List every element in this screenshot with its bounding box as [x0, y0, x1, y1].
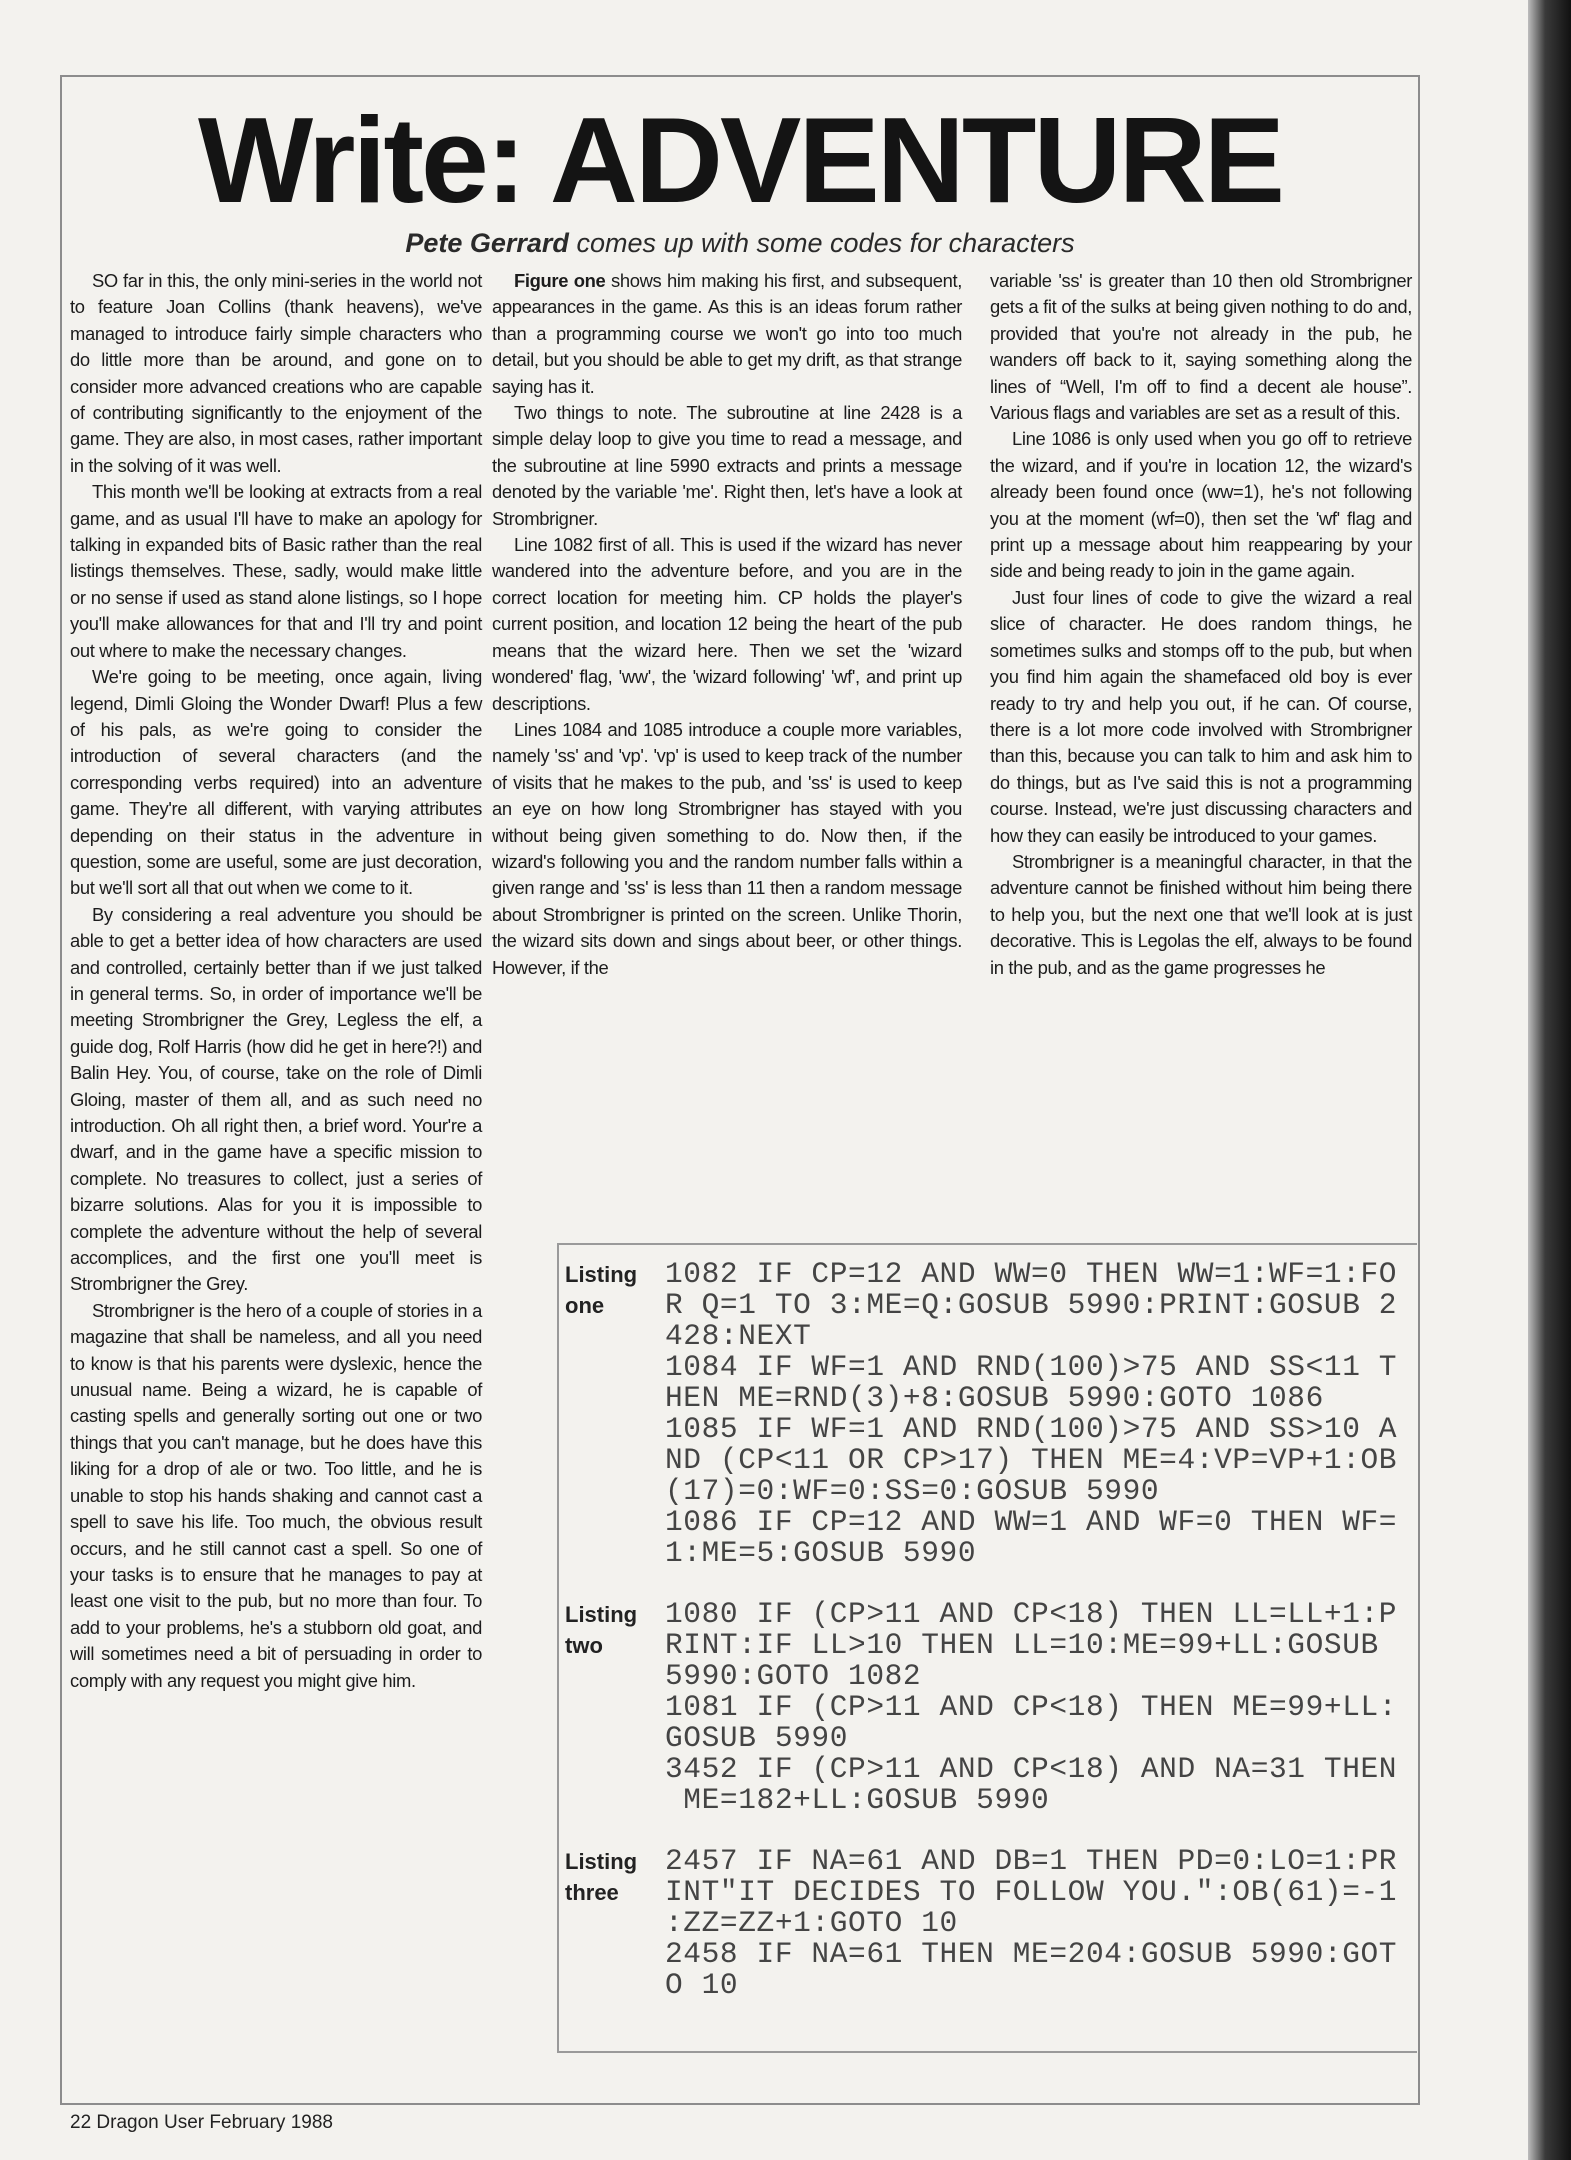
- page-edge: [1528, 0, 1571, 2160]
- column-3: [990, 268, 1412, 981]
- listing-label: Listing two: [565, 1602, 638, 1658]
- paragraph: Just four lines of code to give the wizard a real slice of character. He does random things, he sometimes sulks and stomps off to the pub, but when you find him again the shamefaced old boy is ever ready to try and help you out, if he can. Of course, there is a lot more code involved with Strombrigner than this, because you can talk to him and ask him to do things, but as I've said this is not a programming course. Instead, we're just discussing characters and how they can easily be introduced to your games.: [990, 586, 1412, 846]
- column-1: [70, 268, 482, 1694]
- listing-label: Listing three: [565, 1849, 638, 1905]
- listings-box: [557, 1243, 1417, 2053]
- listing-one: [565, 1259, 1417, 1569]
- paragraph: This month we'll be looking at extracts from a real game, and as usual I'll have to make an apology for talking in expanded bits of Basic rather than the real listings themselves. These, sadly, would make little or no sense if used as stand alone listings, so I hope you'll make allowances for that and I'll try and point out where to make the necessary changes.: [70, 481, 482, 661]
- listing-three: [565, 1846, 1417, 2001]
- article-subtitle: [60, 228, 1420, 259]
- paragraph: Strombrigner is a meaningful character, in that the adventure cannot be finished without him being there to help you, but the next one that we'll look at is just decorative. This is Legolas the elf, always to be found in the pub, and as the game progresses he: [990, 850, 1412, 978]
- listing-code: 1080 IF (CP>11 AND CP<18) THEN LL=LL+1:P RINT:IF LL>10 THEN LL=10:ME=99+LL:GOSUB 5990:GOTO 1082 1081 IF (CP>11 AND CP<18) THEN ME=99+LL: GOSUB 5990 3452 IF (CP>11 AND CP<18) AND NA=31 THEN ME=182+LL:GOSUB 5990: [665, 1597, 1398, 1817]
- listing-two: [565, 1599, 1417, 1816]
- paragraph: By considering a real adventure you should be able to get a better idea of how characters are used and controlled, certainly better than if we just talked in general terms. So, in order of importance we'll be meeting Strombrigner the Grey, Legless the elf, a guide dog, Rolf Harris (how did he get in here?!) and Balin Hey. You, of course, take on the role of Dimli Gloing, master of them all, and as such need no introduction. Oh all right then, a brief word. Your're a dwarf, and in the game have a specific mission to complete. No treasures to collect, just a series of bizarre solutions. Alas for you it is impossible to complete the adventure without the help of several accomplices, and the first one you'll meet is Strombrigner the Grey.: [70, 903, 482, 1295]
- listing-code: 1082 IF CP=12 AND WW=0 THEN WW=1:WF=1:FO R Q=1 TO 3:ME=Q:GOSUB 5990:PRINT:GOSUB 2 428:NEXT 1084 IF WF=1 AND RND(100)>75 AND SS<11 T HEN ME=RND(3)+8:GOSUB 5990:GOTO 1086 1085 IF WF=1 AND RND(100)>75 AND SS>10 A ND (CP<11 OR CP>17) THEN ME=4:VP=VP+1:OB (17)=0:WF=0:SS=0:GOSUB 5990 1086 IF CP=12 AND WW=1 AND WF=0 THEN WF= 1:ME=5:GOSUB 5990: [665, 1257, 1398, 1570]
- paragraph: Strombrigner is the hero of a couple of stories in a magazine that shall be nameless, and all you need to know is that his parents were dyslexic, hence the unusual name. Being a wizard, he is capable of casting spells and generally sorting out one or two things that you can't manage, but he does have this liking for a drop of ale or two. Too little, and he is unable to stop his hands shaking and cannot cast a spell to save his life. Too much, the obvious result occurs, and he still cannot cast a spell. So one of your tasks is to ensure that he manages to pay at least one visit to the pub, but no more than four. To add to your problems, he's a stubborn old goat, and will sometimes need a bit of persuading in order to comply with any request you might give him.: [70, 1299, 482, 1691]
- article-title: Write: ADVENTURE: [198, 92, 1282, 228]
- paragraph: SO far in this, the only mini-series in the world not to feature Joan Collins (thank heavens), we've managed to introduce fairly simple characters who do little more than be around, and gone on to consider more advanced creations who are capable of contributing significantly to the enjoyment of the game. They are also, in most cases, rather important in the solving of it was well.: [70, 270, 482, 476]
- listing-label: Listing one: [565, 1262, 638, 1318]
- column-2: [492, 268, 962, 981]
- paragraph: [492, 268, 962, 400]
- paragraph: Lines 1084 and 1085 introduce a couple more variables, namely 'ss' and 'vp'. 'vp' is used to keep track of the number of visits that he makes to the pub, and 'ss' is used to keep an eye on how long Strombrigner has stayed with you without being given something to do. Now then, if the wizard's following you and the random number falls within a given range and 'ss' is less than 11 then a random message about Strombrigner is printed on the screen. Unlike Thorin, the wizard sits down and sings about beer, or other things. However, if the: [492, 718, 962, 978]
- figure-reference: Figure one: [514, 270, 606, 291]
- listing-code: 2457 IF NA=61 AND DB=1 THEN PD=0:LO=1:PR INT"IT DECIDES TO FOLLOW YOU.":OB(61)=-1 :ZZ=ZZ+1:GOTO 10 2458 IF NA=61 THEN ME=204:GOSUB 5990:GOT O 10: [665, 1844, 1398, 2002]
- paragraph: Two things to note. The subroutine at line 2428 is a simple delay loop to give you time to read a message, and the subroutine at line 5990 extracts and prints a message denoted by the variable 'me'. Right then, let's have a look at Strombrigner.: [492, 402, 962, 529]
- page-footer: 22 Dragon User February 1988: [70, 2112, 333, 2133]
- author-name: Pete Gerrard: [405, 228, 569, 258]
- paragraph-text: shows him making his first, and subsequent, appearances in the game. As this is an ideas forum rather than a programming course we won't go into too much detail, but you should be able to get my drift, as that strange saying has it.: [492, 270, 962, 397]
- paragraph: Line 1082 first of all. This is used if the wizard has never wandered into the adventure before, and you are in the correct location for meeting him. CP holds the player's current position, and location 12 being the heart of the pub means that the wizard here. Then we set the 'wizard wondered' flag, 'ww', the 'wizard following' 'wf', and print up descriptions.: [492, 534, 962, 714]
- paragraph: variable 'ss' is greater than 10 then old Strombrigner gets a fit of the sulks at being given nothing to do and, provided that you're not already in the pub, he wanders off back to it, saying something along the lines of “Well, I'm off to find a decent ale house”. Various flags and variables are set as a result of this.: [990, 270, 1412, 424]
- paragraph: We're going to be meeting, once again, living legend, Dimli Gloing the Wonder Dwarf! Plus a few of his pals, as we're going to consider the introduction of several characters (and the corresponding verbs required) into an adventure game. They're all different, with varying attributes depending on their status in the adventure in question, some are useful, some are just decoration, but we'll sort all that out when we come to it.: [70, 666, 482, 899]
- paragraph: Line 1086 is only used when you go off to retrieve the wizard, and if you're in location 12, the wizard's already been found once (ww=1), he's not following you at the moment (wf=0), then set the 'wf' flag and print up a message about him reappearing by your side and being ready to join in the game again.: [990, 428, 1412, 582]
- subtitle-text: comes up with some codes for characters: [568, 228, 1075, 258]
